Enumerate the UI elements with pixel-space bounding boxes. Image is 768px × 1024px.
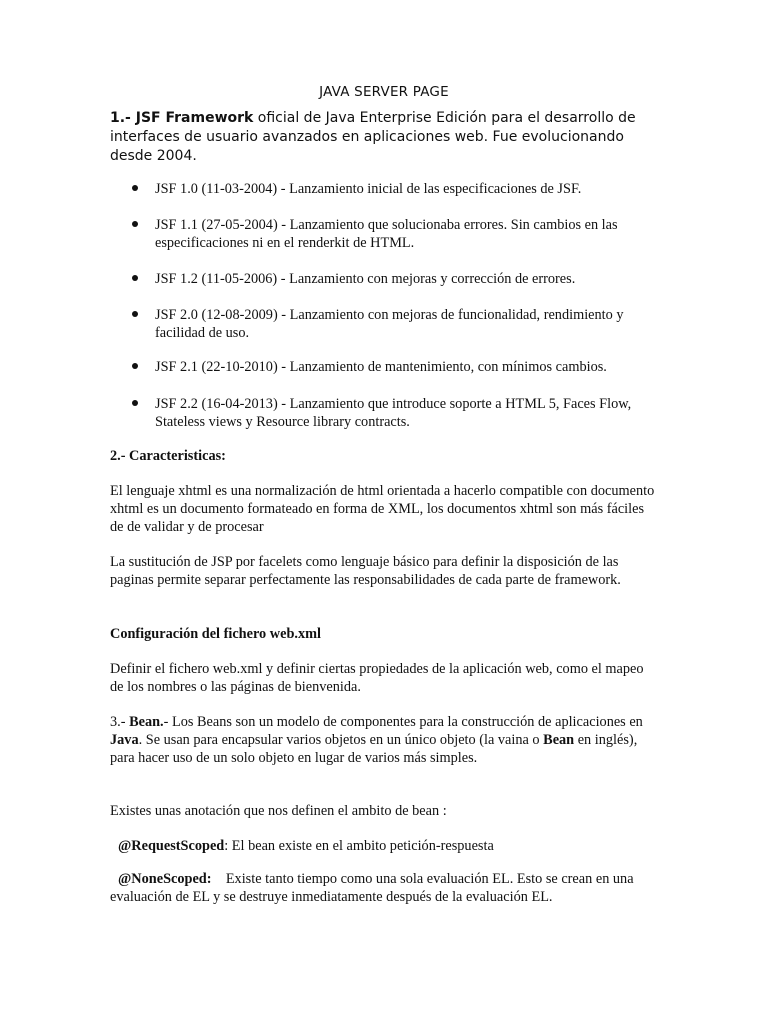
section-heading: 2.- Caracteristicas: xyxy=(110,448,226,464)
intro-heading: 1.- JSF Framework xyxy=(110,110,254,126)
paragraph-facelets: La sustitución de JSP por facelets como lenguaje básico para definir la disposición de las paginas permite separar perfectamente las responsabilidades de cada parte de framework. xyxy=(110,554,621,588)
intro-paragraph xyxy=(110,109,670,166)
version-text: JSF 2.0 (12-08-2009) - Lanzamiento con mejoras de funcionalidad, rendimiento y facilidad de uso. xyxy=(155,307,624,341)
list-item xyxy=(155,358,665,376)
none-scoped-line xyxy=(110,870,662,906)
list-item xyxy=(155,395,665,431)
none-scoped-term: @NoneScoped: xyxy=(118,871,212,887)
list-item xyxy=(155,216,665,252)
intro-text: oficial de Java Enterprise Edición para el desarrollo de interfaces de usuario avanzados en aplicaciones web. Fue evolucionando desde 2004. xyxy=(110,110,636,164)
bean-text: . Se usan para encapsular varios objetos en un único objeto (la vaina o xyxy=(138,732,544,748)
version-text: JSF 1.2 (11-05-2006) - Lanzamiento con mejoras y corrección de errores. xyxy=(155,271,576,287)
version-text: JSF 1.0 (11-03-2004) - Lanzamiento inicial de las especificaciones de JSF. xyxy=(155,181,582,197)
list-item xyxy=(155,270,665,288)
request-scoped-text: : El bean existe en el ambito petición-respuesta xyxy=(224,838,494,854)
version-text: JSF 2.2 (16-04-2013) - Lanzamiento que introduce soporte a HTML 5, Faces Flow, Stateless views y Resource library contracts. xyxy=(155,396,632,430)
paragraph-annotations: Existes unas anotación que nos definen el ambito de bean : xyxy=(110,803,447,819)
paragraph-bean xyxy=(110,713,660,767)
request-scoped-term: @RequestScoped xyxy=(118,838,225,854)
bean-term: Bean. xyxy=(129,714,164,730)
paragraph-xhtml: El lenguaje xhtml es una normalización de html orientada a hacerlo compatible con documento xhtml es un documento formateado en forma de XML, los documentos xhtml son más fáciles de de validar y de procesar xyxy=(110,483,655,535)
document-title: JAVA SERVER PAGE xyxy=(319,84,449,100)
bean-text: en inglés), para hacer uso de un solo objeto en lugar de varios más simples. xyxy=(110,732,638,766)
bullet-icon xyxy=(132,275,138,281)
bullet-icon xyxy=(132,400,138,406)
bullet-icon xyxy=(132,221,138,227)
request-scoped-line xyxy=(118,837,668,855)
list-item xyxy=(155,306,665,342)
bean-text: - Los Beans son un modelo de componentes para la construcción de aplicaciones en xyxy=(163,714,643,730)
java-term: Java xyxy=(110,732,139,748)
bullet-icon xyxy=(132,363,138,369)
version-text: JSF 2.1 (22-10-2010) - Lanzamiento de mantenimiento, con mínimos cambios. xyxy=(155,359,607,375)
config-heading: Configuración del fichero web.xml xyxy=(110,626,321,642)
bullet-icon xyxy=(132,311,138,317)
version-text: JSF 1.1 (27-05-2004) - Lanzamiento que solucionaba errores. Sin cambios en las especificaciones ni en el renderkit de HTML. xyxy=(155,217,618,251)
bean-prefix: 3.- xyxy=(110,714,130,730)
list-item xyxy=(155,180,665,198)
bean-word: Bean xyxy=(543,732,575,748)
none-scoped-text: Existe tanto tiempo como una sola evaluación EL. Esto se crean en una evaluación de EL y se destruye inmediatamente después de la evaluación EL. xyxy=(110,871,638,905)
bullet-icon xyxy=(132,185,138,191)
paragraph-config: Definir el fichero web.xml y definir ciertas propiedades de la aplicación web, como el mapeo de los nombres o las páginas de bienvenida. xyxy=(110,661,644,695)
